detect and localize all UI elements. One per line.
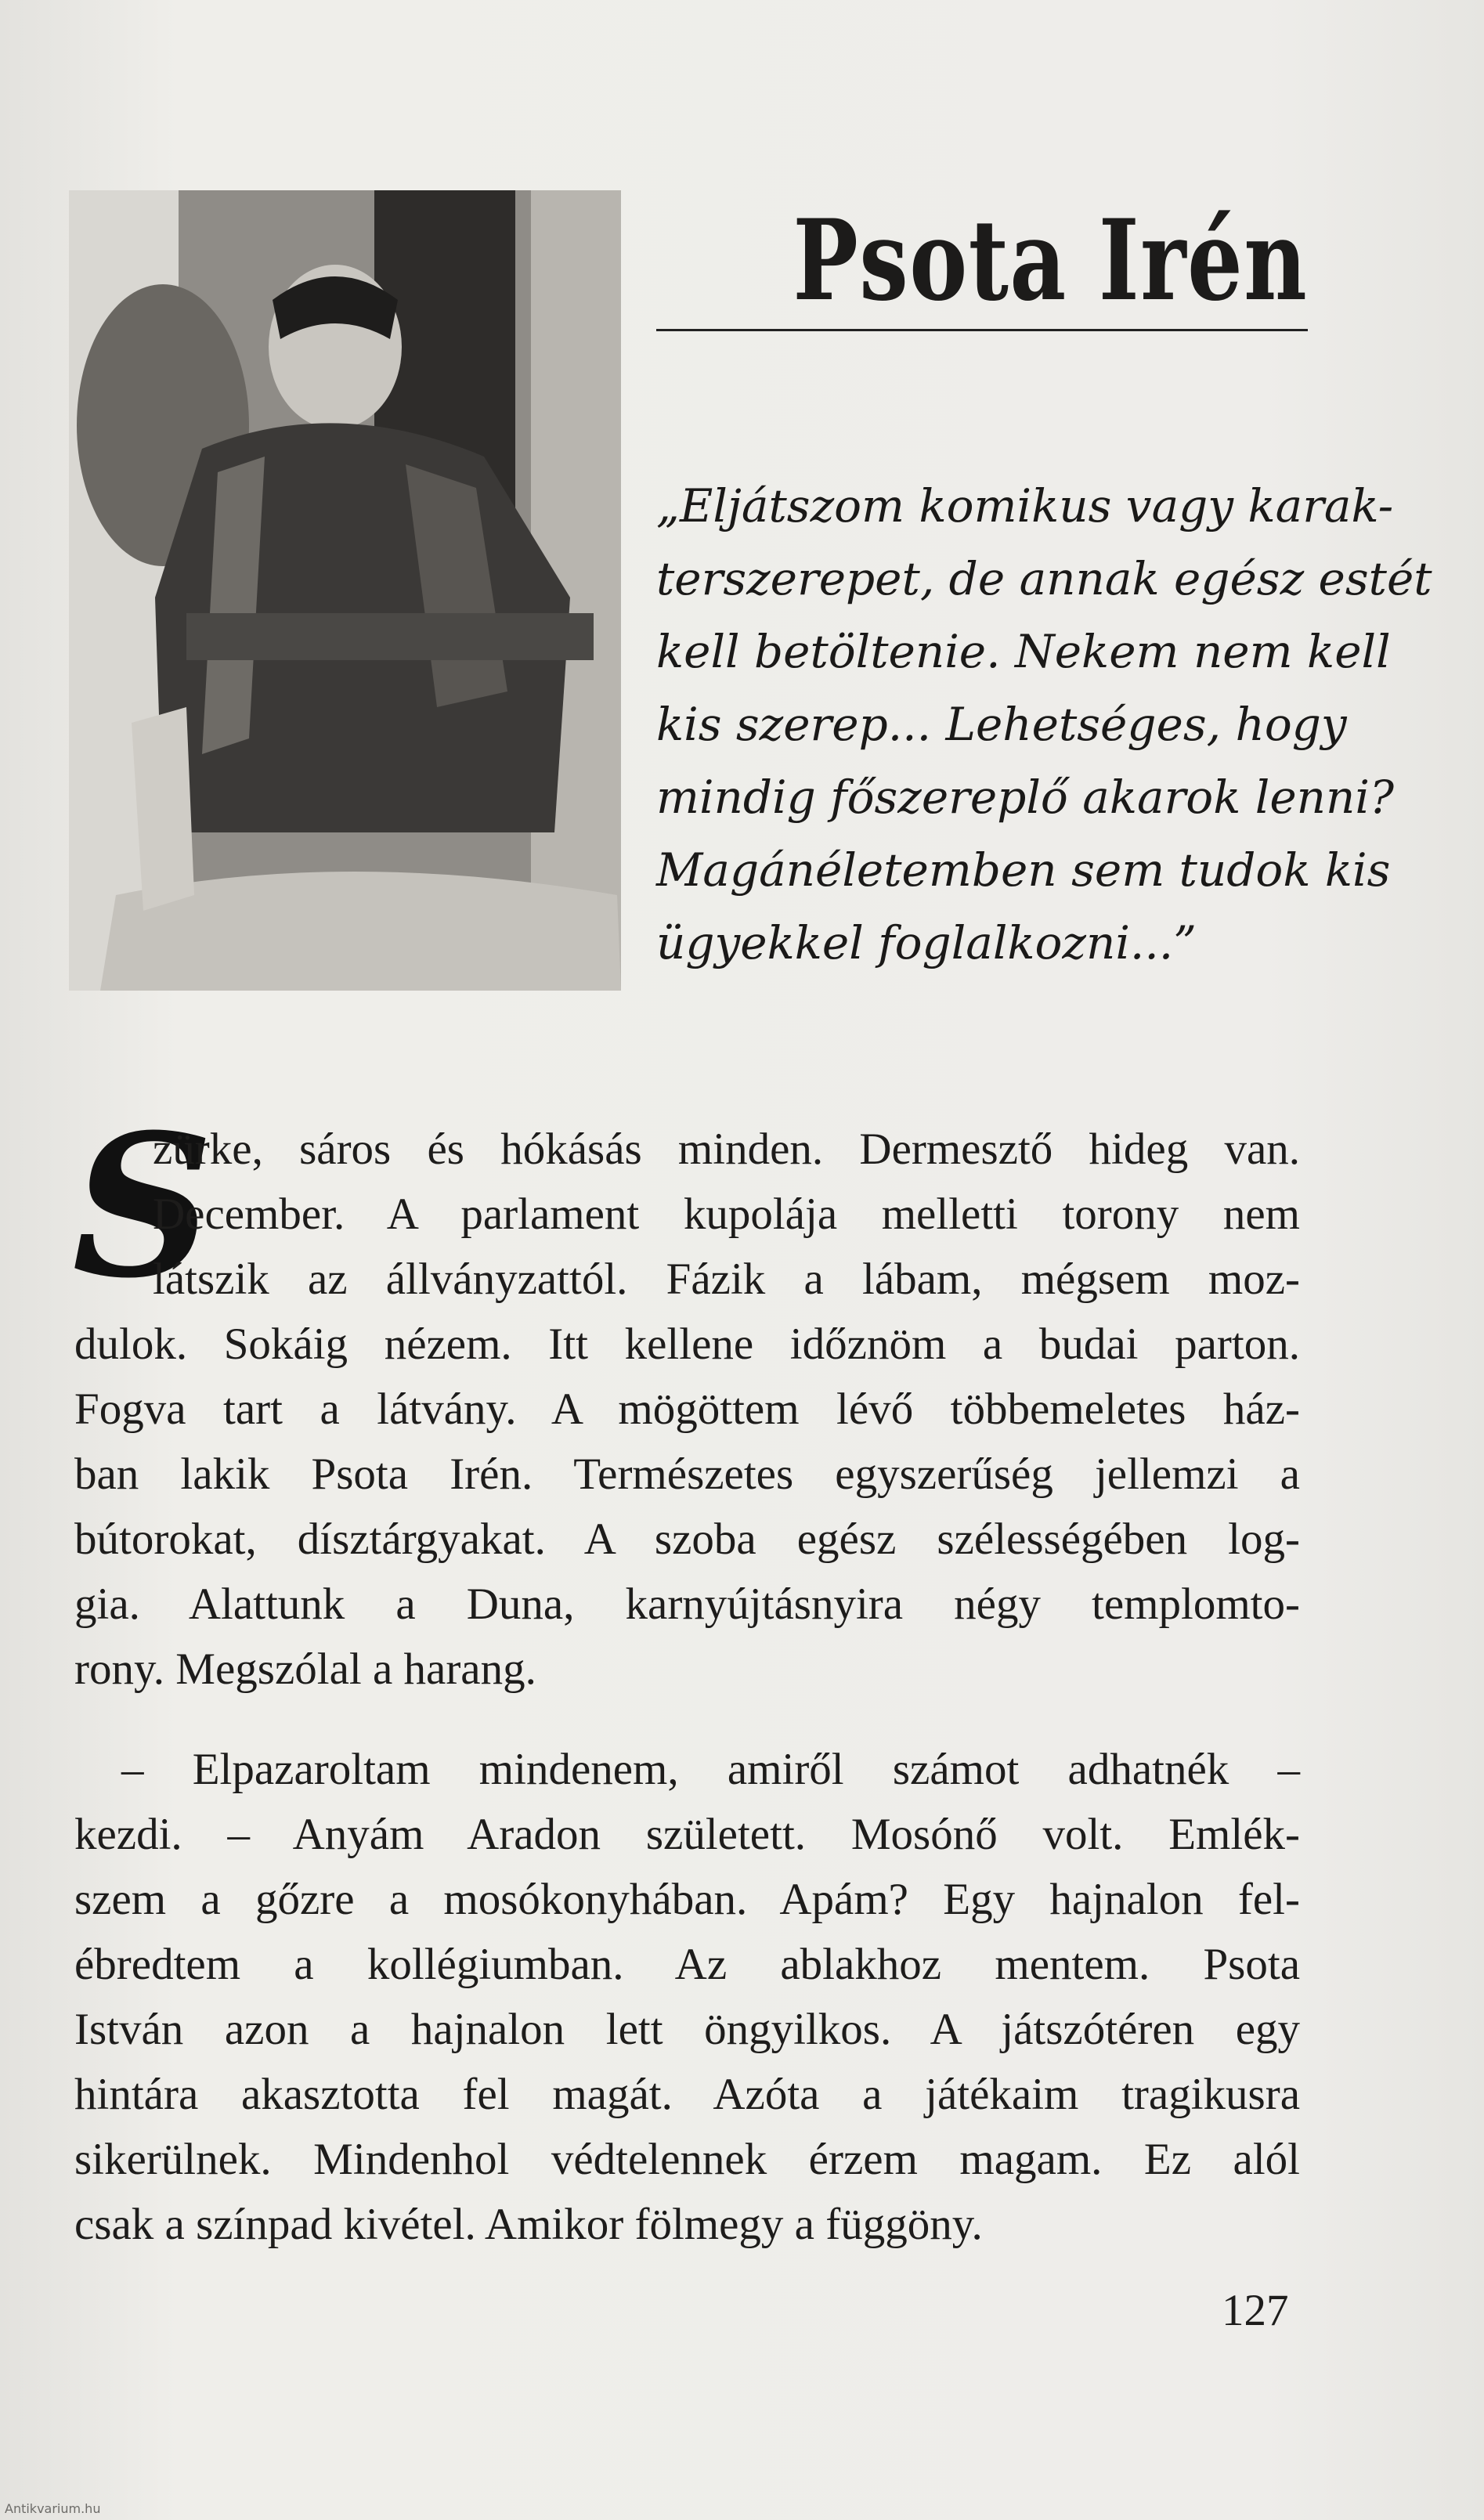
drop-cap: S <box>72 1091 214 1321</box>
watermark: Antikvarium.hu <box>5 2501 101 2516</box>
text-line: zürke, sáros és hókásás minden. Dermesztő hideg van. <box>153 1125 1300 1174</box>
quote-line: kell betöltenie. Nekem nem kell <box>656 625 1391 678</box>
text-line: kezdi. – Anyám Aradon született. Mosónő volt. Emlék- <box>74 1810 1300 1859</box>
text-line: ébredtem a kollégiumban. Az ablakhoz mentem. Psota <box>74 1940 1300 1989</box>
quote-line: terszerepet, de annak egész estét <box>656 552 1432 605</box>
text-line: December. A parlament kupolája melletti torony nem <box>153 1190 1300 1239</box>
quote-line: „Eljátszom komikus vagy karak- <box>656 479 1394 533</box>
portrait-photo <box>69 190 621 991</box>
text-line: sikerülnek. Mindenhol védtelennek érzem magam. Ez alól <box>74 2135 1300 2184</box>
text-line: István azon a hajnalon lett öngyilkos. A játszótéren egy <box>74 2005 1300 2054</box>
text-line: látszik az állványzattól. Fázik a lábam, mégsem moz- <box>153 1255 1300 1304</box>
paragraph-1 <box>74 1117 1300 1702</box>
page-title: Psota Irén <box>793 196 1308 326</box>
quote-line: ügyekkel foglalkozni...” <box>656 916 1197 969</box>
text-line: Fogva tart a látvány. A mögöttem lévő többemeletes ház- <box>74 1385 1300 1434</box>
text-line: csak a színpad kivétel. Amikor fölmegy a függöny. <box>74 2200 983 2249</box>
text-line: bútorokat, dísztárgyakat. A szoba egész szélességében log- <box>74 1515 1300 1564</box>
quote-line: kis szerep... Lehetséges, hogy <box>656 698 1347 751</box>
text-line: szem a gőzre a mosókonyhában. Apám? Egy hajnalon fel- <box>74 1875 1300 1924</box>
text-line: rony. Megszólal a harang. <box>74 1644 536 1694</box>
paragraph-2 <box>74 1737 1300 2257</box>
text-line: dulok. Sokáig nézem. Itt kellene időznöm a budai parton. <box>74 1320 1300 1369</box>
text-line: ban lakik Psota Irén. Természetes egyszerűség jellemzi a <box>74 1450 1300 1499</box>
text-line: gia. Alattunk a Duna, karnyújtásnyira négy templomto- <box>74 1580 1300 1629</box>
title-divider <box>656 329 1308 331</box>
quote-line: mindig főszereplő akarok lenni? <box>656 771 1395 824</box>
quote-line: Magánéletemben sem tudok kis <box>656 843 1391 897</box>
pull-quote <box>656 470 1432 980</box>
page-number: 127 <box>1222 2286 1289 2335</box>
text-line: hintára akasztotta fel magát. Azóta a játékaim tragikusra <box>74 2070 1300 2119</box>
text-line: – Elpazaroltam mindenem, amiről számot adhatnék – <box>121 1745 1300 1794</box>
portrait-photo-art <box>69 190 621 991</box>
